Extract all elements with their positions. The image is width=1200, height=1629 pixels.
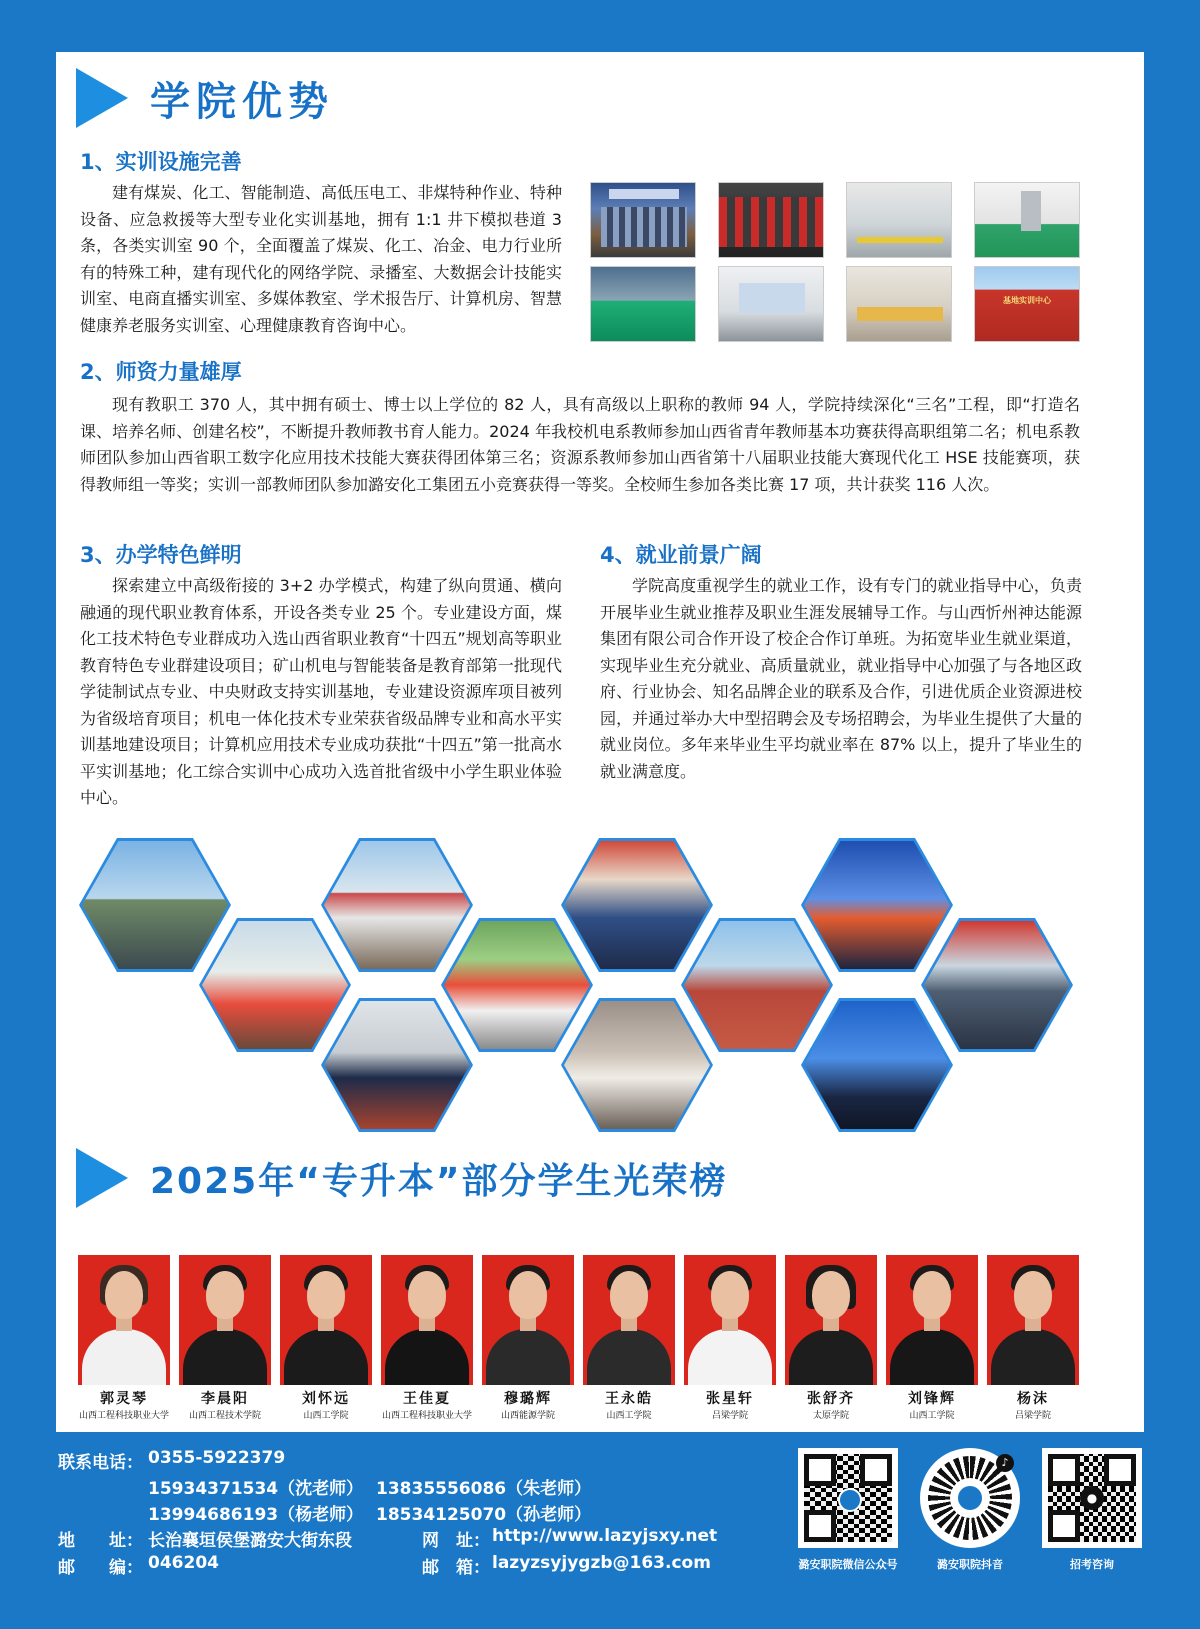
- student-name: 郭灵琴: [100, 1391, 148, 1407]
- student-school: 山西工学院: [606, 1411, 652, 1421]
- student-card: [381, 1255, 473, 1421]
- contact-phone-label: 联系电话：: [58, 1453, 143, 1473]
- student-card: [78, 1255, 170, 1421]
- wechat-icon: ●: [1080, 1486, 1104, 1510]
- play-arrow-icon: [76, 1148, 128, 1208]
- student-name: 王佳夏: [403, 1391, 451, 1407]
- contact-website-link[interactable]: http://www.lazyjsxy.net: [492, 1526, 718, 1546]
- student-school: 吕梁学院: [1014, 1411, 1051, 1421]
- contact-zip: 046204: [148, 1553, 219, 1573]
- section-3-heading: 3、办学特色鲜明: [80, 543, 242, 567]
- facility-photo-1: [590, 182, 696, 258]
- student-name: 王永皓: [605, 1391, 653, 1407]
- student-name: 杨沫: [1017, 1391, 1049, 1407]
- facility-photo-4: [974, 182, 1080, 258]
- student-name: 刘怀远: [302, 1391, 350, 1407]
- student-school: 山西工程科技职业大学: [381, 1411, 472, 1421]
- section-1-body: 建有煤炭、化工、智能制造、高低压电工、非煤特种作业、特种设备、应急救援等大型专业化实训基地，拥有 1:1 井下模拟巷道 3 条，各类实训室 90 个，全面覆盖了煤炭、化工、冶金、电力行业所有的特殊工种，建有现代化的网络学院、录播室、大数据会计技能实训室、电商直播实训室、多媒体教室、学术报告厅、计算机房、智慧健康养老服务实训室、心理健康教育咨询中心。: [80, 183, 562, 335]
- student-photo: [482, 1255, 574, 1385]
- student-photo: [381, 1255, 473, 1385]
- student-school: 山西工学院: [909, 1411, 955, 1421]
- student-school: 吕梁学院: [711, 1411, 748, 1421]
- facility-photo-grid: [590, 182, 1080, 342]
- contact-email-label: 邮 箱：: [422, 1558, 490, 1578]
- training-base-sign: 基地实训中心: [1003, 296, 1051, 305]
- contact-phone-2: 13835556086（朱老师）: [376, 1479, 592, 1499]
- student-school: 山西工学院: [303, 1411, 349, 1421]
- advantages-title: 学院优势: [150, 78, 334, 125]
- student-name: 刘锋辉: [908, 1391, 956, 1407]
- wechat-qr-label: 潞安职院微信公众号: [798, 1558, 898, 1571]
- facility-photo-3: [846, 182, 952, 258]
- advantages-banner: [76, 68, 334, 128]
- section-4-body: 学院高度重视学生的就业工作，设有专门的就业指导中心，负责开展毕业生就业推荐及职业生涯发展辅导工作。与山西忻州神达能源集团有限公司合作开设了校企合作订单班。为拓宽毕业生就业渠道，实现毕业生充分就业、高质量就业，就业指导中心加强了与各地区政府、行业协会、知名品牌企业的联系及合作，引进优质企业资源进校园，并通过举办大中型招聘会及专场招聘会，为毕业生提供了大量的就业岗位。多年来毕业生平均就业率在 87% 以上，提升了毕业生的就业满意度。: [600, 576, 1082, 781]
- student-school: 山西工程科技职业大学: [78, 1411, 169, 1421]
- student-card: [684, 1255, 776, 1421]
- student-name: 李晨阳: [201, 1391, 249, 1407]
- section-2-heading: 2、师资力量雄厚: [80, 360, 242, 384]
- contact-email-link[interactable]: lazyzsyjygzb@163.com: [492, 1553, 711, 1573]
- student-school: 太原学院: [812, 1411, 849, 1421]
- student-name: 穆璐辉: [504, 1391, 552, 1407]
- student-photo: [78, 1255, 170, 1385]
- section-3-body: 探索建立中高级衔接的 3+2 办学模式，构建了纵向贯通、横向融通的现代职业教育体系，开设各类专业 25 个。专业建设方面，煤化工技术特色专业群成功入选山西省职业教育“十四五”规划高等职业教育特色专业群建设项目；矿山机电与智能装备是教育部第一批现代学徒制试点专业、中央财政支持实训基地，专业建设资源库项目被列为省级培育项目；机电一体化技术专业荣获省级品牌专业和高水平实训基地建设项目；计算机应用技术专业成功获批“十四五”第一批高水平实训基地；化工综合实训中心成功入选首批省级中小学生职业体验中心。: [80, 576, 562, 807]
- student-photo: [179, 1255, 271, 1385]
- contact-phone-4: 18534125070（孙老师）: [376, 1505, 592, 1525]
- student-card: [583, 1255, 675, 1421]
- student-photo: [886, 1255, 978, 1385]
- tiktok-icon: ♪: [996, 1454, 1014, 1472]
- section-2-body: 现有教职工 370 人，其中拥有硕士、博士以上学位的 82 人，具有高级以上职称的教师 94 人，学院持续深化“三名”工程，即“打造名课、培养名师、创建名校”，不断提升教师教书育人能力。2024 年我校机电系教师参加山西省青年教师基本功赛获得高职组第二名；机电系教师团队参加山西省职工数字化应用技术技能大赛获得团体第三名；资源系教师参加山西省第十八届职业技能大赛现代化工 HSE 技能赛项，获得教师组一等奖；实训一部教师团队参加潞安化工集团五小竞赛获得一等奖。全校师生参加各类比赛 17 项，共计获奖 116 人次。: [80, 395, 1080, 494]
- student-card: [179, 1255, 271, 1421]
- student-photo: [987, 1255, 1079, 1385]
- douyin-qr-code[interactable]: [920, 1448, 1020, 1548]
- section-4-heading: 4、就业前景广阔: [600, 543, 762, 567]
- student-photo: [684, 1255, 776, 1385]
- section-1-heading: 1、实训设施完善: [80, 150, 242, 174]
- student-card: [482, 1255, 574, 1421]
- play-arrow-icon: [76, 68, 128, 128]
- facility-photo-7: [846, 266, 952, 342]
- student-photo: [583, 1255, 675, 1385]
- contact-phone-1: 15934371534（沈老师）: [148, 1479, 364, 1499]
- contact-address-label: 地 址：: [58, 1531, 143, 1551]
- consult-qr-label: 招考咨询: [1070, 1558, 1114, 1571]
- student-photo: [785, 1255, 877, 1385]
- contact-phone-main: 0355-5922379: [148, 1448, 286, 1468]
- contact-address: 长治襄垣侯堡潞安大街东段: [148, 1531, 352, 1551]
- student-name: 张舒齐: [807, 1391, 855, 1407]
- contact-web-label: 网 址：: [422, 1531, 490, 1551]
- facility-photo-2: [718, 182, 824, 258]
- honor-banner: [76, 1148, 728, 1208]
- facility-photo-6: [718, 266, 824, 342]
- student-name: 张星轩: [706, 1391, 754, 1407]
- douyin-qr-label: 潞安职院抖音: [937, 1558, 1003, 1571]
- student-card: [785, 1255, 877, 1421]
- student-card: [886, 1255, 978, 1421]
- student-photo: [280, 1255, 372, 1385]
- contact-zip-label: 邮 编：: [58, 1558, 143, 1578]
- student-card: [987, 1255, 1079, 1421]
- wechat-qr-code[interactable]: [798, 1448, 898, 1548]
- honor-title: 2025年“专升本”部分学生光荣榜: [150, 1160, 728, 1202]
- consult-qr-code[interactable]: [1042, 1448, 1142, 1548]
- contact-phone-3: 13994686193（杨老师）: [148, 1505, 364, 1525]
- student-card: [280, 1255, 372, 1421]
- facility-photo-5: [590, 266, 696, 342]
- student-school: 山西能源学院: [500, 1411, 555, 1421]
- student-school: 山西工程技术学院: [188, 1411, 261, 1421]
- facility-photo-8: [974, 266, 1080, 342]
